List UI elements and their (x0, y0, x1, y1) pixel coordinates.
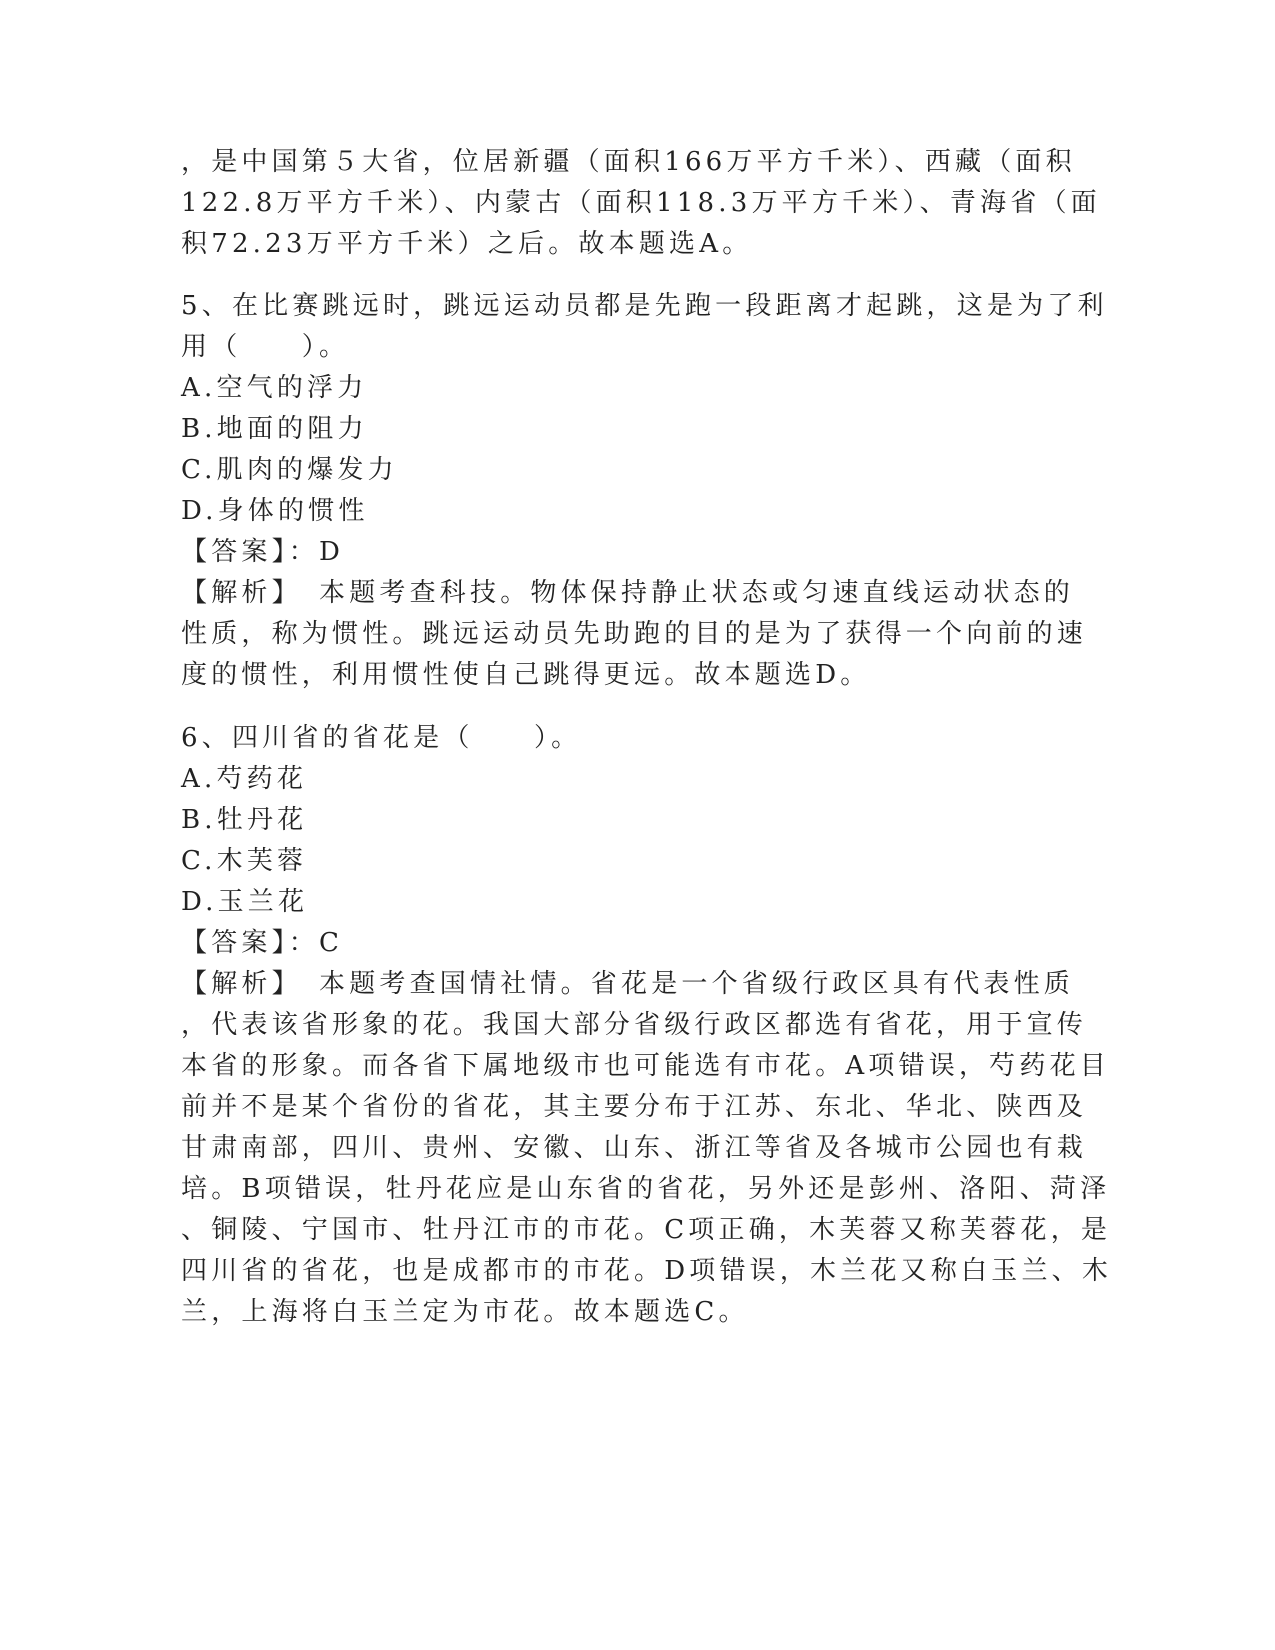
q5-stem-line: 用（ ）。 (181, 332, 350, 362)
q6-answer: 【答案】：C (181, 928, 344, 958)
q6-option-c: C.木芙蓉 (181, 846, 308, 876)
prev-explanation-line: 积72.23万平方千米）之后。故本题选A。 (181, 229, 753, 259)
q6-explanation-line: 兰，上海将白玉兰定为市花。故本题选C。 (181, 1297, 749, 1327)
q5-option-a: A.空气的浮力 (181, 373, 368, 403)
q6-explanation-line: ，代表该省形象的花。我国大部分省级行政区都选有省花，用于宣传 (181, 1010, 1088, 1040)
q5-option-b: B.地面的阻力 (181, 414, 368, 444)
q6-option-b: B.牡丹花 (181, 805, 308, 835)
q6-explanation-line: 【解析】 本题考查国情社情。省花是一个省级行政区具有代表性质 (181, 969, 1075, 999)
q5-stem-line: 5、在比赛跳远时，跳远运动员都是先跑一段距离才起跳，这是为了利 (181, 291, 1108, 321)
q6-explanation-line: 前并不是某个省份的省花，其主要分布于江苏、东北、华北、陕西及 (181, 1092, 1088, 1122)
q5-option-d: D.身体的惯性 (181, 496, 369, 526)
q6-stem-line: 6、四川省的省花是（ ）。 (181, 723, 582, 753)
prev-explanation-line: ，是中国第５大省，位居新疆（面积166万平方千米）、西藏（面积 (181, 147, 1076, 177)
q5-explanation-line: 度的惯性，利用惯性使自己跳得更远。故本题选D。 (181, 660, 871, 690)
prev-explanation-line: 122.8万平方千米）、内蒙古（面积118.3万平方千米）、青海省（面 (181, 188, 1101, 218)
q6-explanation-line: 、铜陵、宁国市、牡丹江市的市花。C项正确，木芙蓉又称芙蓉花，是 (181, 1215, 1112, 1245)
q5-answer: 【答案】：D (181, 537, 345, 567)
q6-option-a: A.芍药花 (181, 764, 308, 794)
q6-option-d: D.玉兰花 (181, 887, 309, 917)
q6-explanation-line: 甘肃南部，四川、贵州、安徽、山东、浙江等省及各城市公园也有栽 (181, 1133, 1088, 1163)
q5-option-c: C.肌肉的爆发力 (181, 455, 398, 485)
q6-explanation-line: 四川省的省花，也是成都市的市花。D项错误，木兰花又称白玉兰、木 (181, 1256, 1113, 1286)
q5-explanation-line: 【解析】 本题考查科技。物体保持静止状态或匀速直线运动状态的 (181, 578, 1075, 608)
q5-explanation-line: 性质，称为惯性。跳远运动员先助跑的目的是为了获得一个向前的速 (181, 619, 1088, 649)
q6-explanation-line: 培。B项错误，牡丹花应是山东省的省花，另外还是彭州、洛阳、菏泽 (181, 1174, 1111, 1204)
q6-explanation-line: 本省的形象。而各省下属地级市也可能选有市花。A项错误，芍药花目 (181, 1051, 1110, 1081)
